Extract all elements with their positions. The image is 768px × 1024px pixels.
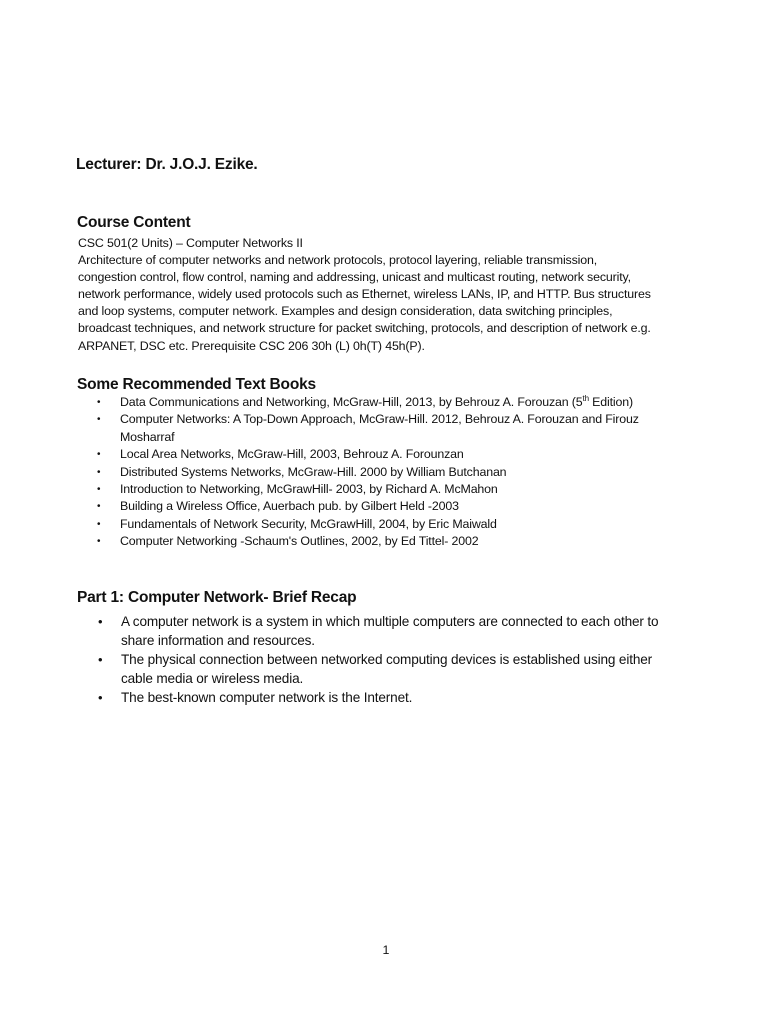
- page-number: 1: [382, 943, 390, 957]
- bullet-icon: •: [97, 501, 101, 513]
- list-item: [0, 446, 720, 463]
- course-line: Architecture of computer networks and network protocols, protocol layering, reliable transmission,: [78, 253, 598, 268]
- bullet-icon: •: [97, 466, 101, 478]
- list-item: [0, 481, 720, 498]
- recap-text-continued: share information and resources.: [121, 633, 315, 648]
- recap-text: The physical connection between networked computing devices is established using either: [121, 652, 653, 667]
- list-item: [0, 650, 721, 688]
- text-books-heading: Some Recommended Text Books: [77, 376, 316, 393]
- list-item: [0, 464, 720, 481]
- list-item: [0, 394, 720, 411]
- book-title: Building a Wireless Office, Auerbach pub. by Gilbert Held -2003: [120, 499, 459, 514]
- bullet-icon: •: [98, 614, 103, 629]
- course-line: ARPANET, DSC etc. Prerequisite CSC 206 30h (L) 0h(T) 45h(P).: [78, 338, 425, 353]
- book-title: Data Communications and Networking, McGraw-Hill, 2013, by Behrouz A. Forouzan (5: [120, 395, 583, 409]
- part-1-heading: Part 1: Computer Network- Brief Recap: [77, 589, 357, 606]
- course-line: and loop systems, computer network. Examples and design consideration, data switching principles,: [78, 304, 613, 319]
- bullet-icon: •: [97, 414, 101, 426]
- book-title-continued: Mosharraf: [120, 429, 175, 444]
- recap-text: The best-known computer network is the Internet.: [121, 690, 413, 705]
- list-item: [0, 533, 720, 550]
- bullet-icon: •: [97, 449, 101, 461]
- bullet-icon: •: [97, 484, 101, 496]
- superscript: th: [582, 393, 589, 403]
- course-content-heading: Course Content: [77, 214, 191, 231]
- book-title: Introduction to Networking, McGrawHill- 2003, by Richard A. McMahon: [120, 482, 498, 497]
- course-line: network performance, widely used protocols such as Ethernet, wireless LANs, IP, and HTTP. Bus structures: [78, 287, 651, 302]
- book-title: Distributed Systems Networks, McGraw-Hill. 2000 by William Butchanan: [120, 464, 507, 479]
- bullet-icon: •: [97, 518, 101, 530]
- recap-text-continued: cable media or wireless media.: [121, 671, 304, 686]
- list-item: [0, 612, 721, 650]
- bullet-icon: •: [98, 690, 103, 705]
- course-line: broadcast techniques, and network structure for packet switching, protocols, and description of network e.g.: [78, 321, 651, 336]
- bullet-icon: •: [97, 397, 101, 408]
- book-title-suffix: Edition): [588, 395, 633, 409]
- list-item: [0, 498, 720, 515]
- book-title: Computer Networking -Schaum's Outlines, 2002, by Ed Tittel- 2002: [120, 534, 479, 549]
- book-title: Local Area Networks, McGraw-Hill, 2003, Behrouz A. Forounzan: [120, 447, 464, 462]
- text-books-list: [0, 394, 768, 551]
- list-item: [0, 688, 721, 707]
- book-title: Fundamentals of Network Security, McGrawHill, 2004, by Eric Maiwald: [120, 516, 497, 531]
- recap-text: A computer network is a system in which multiple computers are connected to each other to: [121, 614, 659, 629]
- course-line: CSC 501(2 Units) – Computer Networks II: [78, 236, 303, 250]
- course-content-body: [78, 235, 708, 355]
- bullet-icon: •: [98, 652, 103, 667]
- book-title: Computer Networks: A Top-Down Approach, McGraw-Hill. 2012, Behrouz A. Forouzan and Firouz: [120, 412, 639, 427]
- lecturer-line: Lecturer: Dr. J.O.J. Ezike.: [76, 156, 258, 173]
- bullet-icon: •: [97, 536, 101, 548]
- list-item: [0, 516, 720, 533]
- recap-list: [0, 612, 768, 707]
- course-line: congestion control, flow control, naming and addressing, unicast and multicast routing, network security,: [78, 270, 631, 285]
- list-item: [0, 411, 720, 446]
